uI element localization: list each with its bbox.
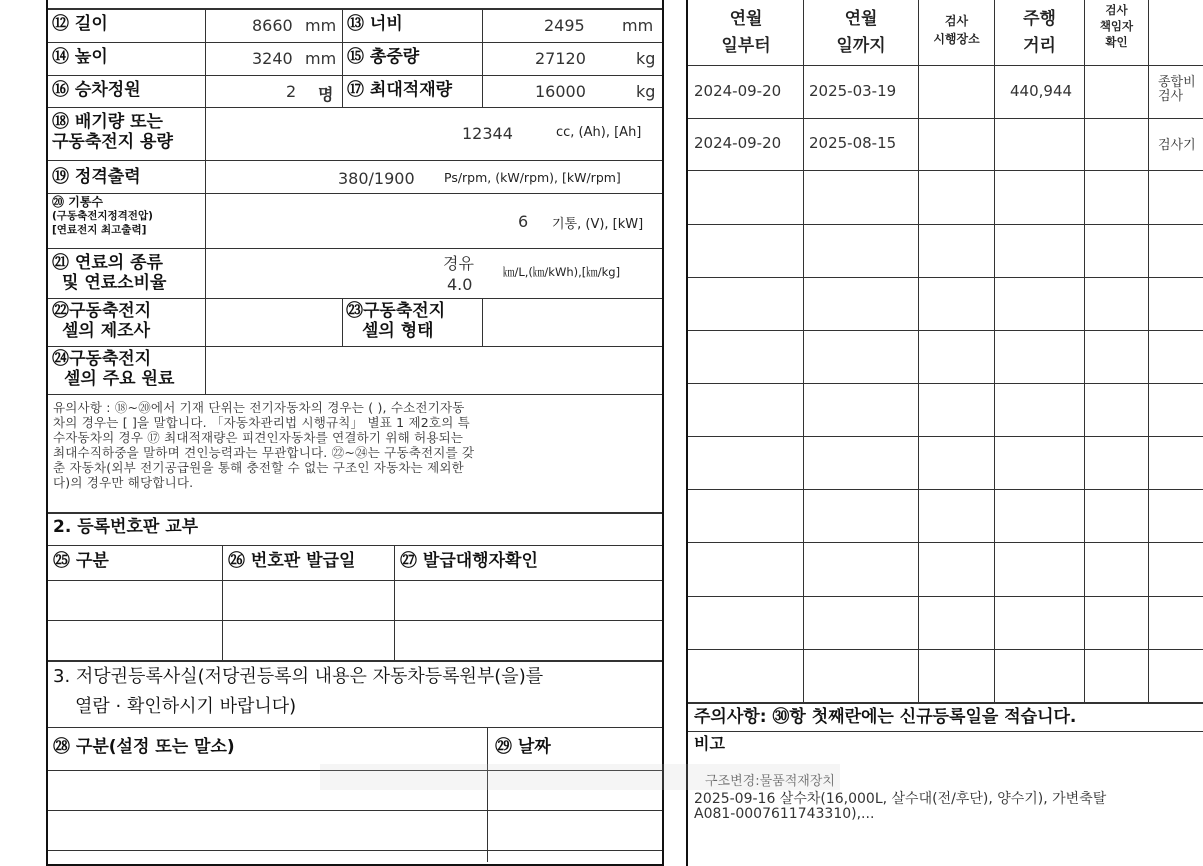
height-label <box>52 48 108 67</box>
record-1-to: 2025-03-19 <box>809 82 897 100</box>
displacement-num: ⑱ <box>52 112 69 132</box>
gross-weight-num: ⑮ <box>347 47 364 67</box>
remarks-title: 비고 <box>694 734 725 753</box>
fuel-unit: ㎞/L,(㎞/kWh),[㎞/kg] <box>503 265 621 279</box>
gross-weight-label <box>347 48 419 67</box>
cylinders-value: 6 <box>518 212 529 231</box>
rated-power-label <box>52 168 141 187</box>
battery-type-label-line1 <box>346 302 445 321</box>
seats-value: 2 <box>286 82 297 101</box>
remarks-line2: 2025-09-16 살수차(16,000L, 살수대(전/후단), 양수기), 가변축탈 <box>694 791 1107 807</box>
cylinders-label-line1 <box>52 196 103 209</box>
notice-line: 다)의 경우만 해당합니다. <box>53 475 194 490</box>
notice-line: 수자동차의 경우 ⑰ 최대적재량은 피견인자동차를 연결하기 위해 허용되는 <box>53 430 464 445</box>
header-place-line2: 시행장소 <box>933 32 980 46</box>
length-text: 길이 <box>74 14 108 34</box>
units-notice <box>53 400 659 490</box>
header-mileage-line1: 주행 <box>1023 9 1056 29</box>
record-2-from: 2024-09-20 <box>694 134 782 152</box>
fuel-text: 연료의 종류 <box>74 253 163 273</box>
displacement-value: 12344 <box>462 124 513 143</box>
header-to-date <box>805 6 917 60</box>
seats-unit: 명 <box>318 85 334 104</box>
remarks-line3: A081-0007611743310),... <box>694 806 875 822</box>
height-value: 3240 <box>252 49 293 68</box>
header-from-line1: 연월 <box>729 9 763 29</box>
header-mileage-line2: 거리 <box>1023 36 1056 56</box>
notice-line: 춘 자동차(외부 전기공급원을 통해 충전할 수 없는 구조인 자동차는 제외한 <box>53 460 464 475</box>
cylinders-label-line3: [연료전지 최고출력] <box>52 224 147 236</box>
record-1-type-line2: 검사 <box>1158 89 1184 104</box>
caution-text: 주의사항: ㉚항 첫째란에는 신규등록일을 적습니다. <box>694 707 1077 727</box>
header-place-line1: 검사 <box>944 14 969 28</box>
record-1-from: 2024-09-20 <box>694 82 782 100</box>
header-inspection-place <box>920 12 993 48</box>
battery-maker-text: 구동축전지 <box>69 301 152 321</box>
lien-section-title-line1: 3. 저당권등록사실(저당권등록의 내용은 자동차등록원부(을)를 <box>53 666 544 687</box>
header-officer-line2: 책임자 <box>1099 19 1134 33</box>
notice-line: 차의 경우는 [ ]을 말합니다. 「자동차관리법 시행규칙」 별표 1 제2호의 특 <box>53 415 470 430</box>
lien-section-title-line2: 열람 · 확인하시기 바랍니다) <box>75 696 297 717</box>
height-text: 높이 <box>74 47 108 67</box>
max-load-value: 16000 <box>535 82 586 101</box>
plate-col-category: ㉕ 구분 <box>53 551 109 571</box>
battery-material-label-line1 <box>52 350 151 369</box>
displacement-text: 배기량 또는 <box>74 112 163 132</box>
header-officer-line1: 검사 <box>1105 3 1128 17</box>
cylinders-text: 기통수 <box>68 195 103 209</box>
rated-power-unit: Ps/rpm, (kW/rpm), [kW/rpm] <box>444 170 621 185</box>
battery-maker-num: ㉒ <box>52 301 69 321</box>
seats-num: ⑯ <box>52 80 69 100</box>
rated-power-text: 정격출력 <box>74 167 141 187</box>
header-to-line2: 일까지 <box>836 36 886 56</box>
displacement-unit: cc, (Ah), [Ah] <box>556 125 642 140</box>
battery-maker-label-line1 <box>52 302 151 321</box>
battery-material-num: ㉔ <box>52 349 69 369</box>
gross-weight-text: 총중량 <box>369 47 420 67</box>
plate-section-title: 2. 등록번호판 교부 <box>53 517 199 537</box>
length-value: 8660 <box>252 16 293 35</box>
notice-line: 유의사항 : ⑱~⑳에서 기재 단위는 전기자동차의 경우는 ( ), 수소전기자동 <box>53 400 465 415</box>
length-unit: mm <box>305 16 337 35</box>
height-unit: mm <box>305 49 337 68</box>
length-num: ⑫ <box>52 14 69 34</box>
cylinders-num: ⑳ <box>52 195 65 209</box>
max-load-text: 최대적재량 <box>369 80 453 100</box>
width-text: 너비 <box>369 14 403 34</box>
fuel-type-value: 경유 <box>443 254 474 273</box>
battery-material-label-line2: 셀의 주요 원료 <box>64 369 175 389</box>
gross-weight-unit: kg <box>636 49 656 68</box>
cylinders-label-line2: (구동축전지정격전압) <box>52 210 153 222</box>
max-load-label <box>347 81 452 100</box>
width-label <box>347 15 403 34</box>
seats-label <box>52 81 141 100</box>
fuel-efficiency-value: 4.0 <box>447 275 473 294</box>
rated-power-value: 380/1900 <box>338 169 415 188</box>
fuel-label-line1 <box>52 254 163 273</box>
watermark-graphic <box>320 746 840 806</box>
fuel-num: ㉑ <box>52 253 69 273</box>
lien-col-date: ㉙ 날짜 <box>495 737 551 757</box>
record-2-to: 2025-08-15 <box>809 134 897 152</box>
plate-col-agent-confirm: ㉗ 발급대행자확인 <box>400 551 538 571</box>
length-label <box>52 15 108 34</box>
gross-weight-value: 27120 <box>535 49 586 68</box>
header-officer-line3: 확인 <box>1105 35 1128 49</box>
height-num: ⑭ <box>52 47 69 67</box>
watermark-shape <box>320 735 840 825</box>
plate-col-issue-date: ㉖ 번호판 발급일 <box>228 551 356 571</box>
width-unit: mm <box>622 16 654 35</box>
record-2-type: 검사기 <box>1158 138 1196 153</box>
cylinders-unit: 기통, (V), [kW] <box>552 217 644 232</box>
record-1-type-line1: 종합비 <box>1158 75 1196 90</box>
record-1-mileage: 440,944 <box>1010 82 1073 100</box>
record-1-type <box>1158 76 1196 104</box>
header-mileage <box>996 6 1083 60</box>
fuel-label-line2: 및 연료소비율 <box>62 273 167 293</box>
battery-type-num: ㉓ <box>346 301 363 321</box>
width-value: 2495 <box>544 16 585 35</box>
width-num: ⑬ <box>347 14 364 34</box>
lien-col-category: ㉘ 구분(설정 또는 말소) <box>53 737 235 757</box>
displacement-label-line1 <box>52 113 163 132</box>
battery-material-text: 구동축전지 <box>69 349 152 369</box>
rated-power-num: ⑲ <box>52 167 69 187</box>
header-officer-confirm <box>1086 2 1147 50</box>
header-from-line2: 일부터 <box>721 36 771 56</box>
seats-text: 승차정원 <box>74 80 141 100</box>
max-load-num: ⑰ <box>347 80 364 100</box>
battery-maker-label-line2: 셀의 제조사 <box>62 321 151 341</box>
max-load-unit: kg <box>636 82 656 101</box>
battery-type-label-line2: 셀의 형태 <box>362 321 434 341</box>
notice-line: 최대수직하중을 말하며 견인능력과는 무관합니다. ㉒~㉔는 구동축전지를 갖 <box>53 445 475 460</box>
header-from-date <box>690 6 802 60</box>
header-to-line1: 연월 <box>844 9 878 29</box>
battery-type-text: 구동축전지 <box>363 301 446 321</box>
displacement-label-line2: 구동축전지 용량 <box>52 132 173 152</box>
